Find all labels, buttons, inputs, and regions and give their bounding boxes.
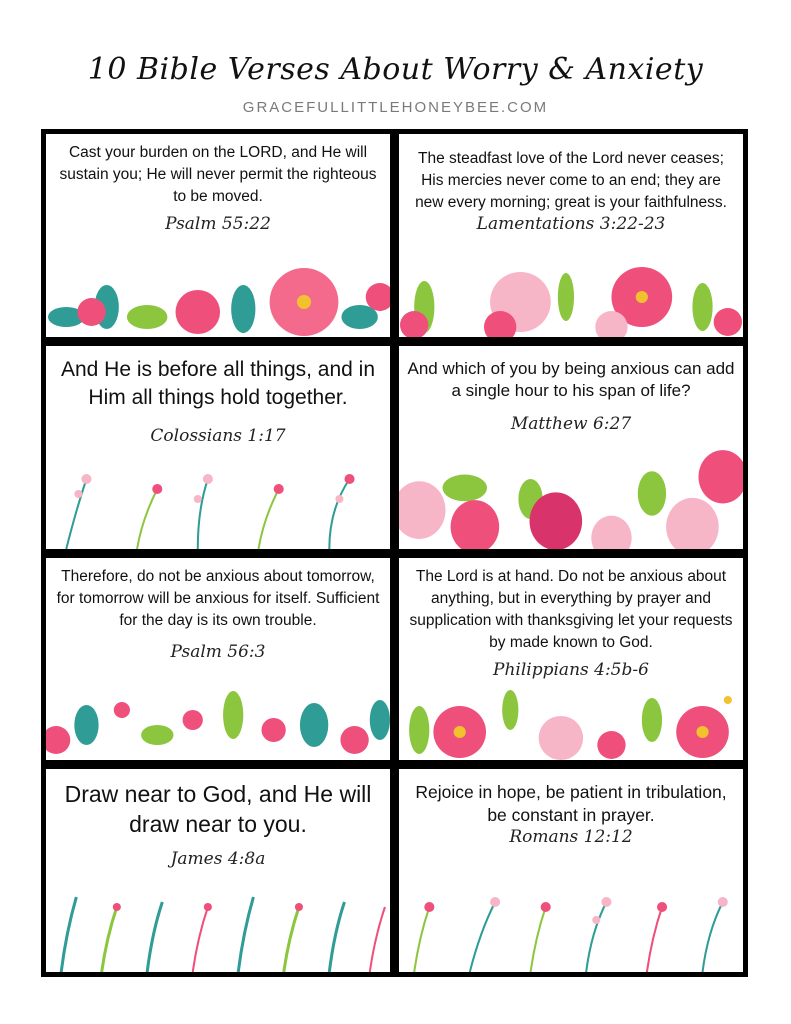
- verse-text: Draw near to God, and He will draw near to you.: [64, 781, 372, 838]
- verse-card: [46, 346, 390, 549]
- verse-reference: Philippians 4:5b-6: [493, 659, 649, 680]
- floral-border-decoration: [399, 670, 743, 760]
- verse-text: The steadfast love of the Lord never ceases; His mercies never come to an end; they are new every morning; great is your faithfulness.: [415, 150, 727, 211]
- verse-reference: Colossians 1:17: [150, 425, 286, 446]
- verse-card: [399, 558, 743, 761]
- verse-text: And He is before all things, and in Him all things hold together.: [60, 357, 376, 409]
- verse-card: [399, 134, 743, 337]
- floral-border-decoration: [46, 459, 390, 549]
- verse-text: Rejoice in hope, be patient in tribulation, be constant in prayer.: [415, 782, 727, 826]
- verse-text: The Lord is at hand. Do not be anxious about anything, but in everything by prayer and supplication with thanksgiving let your requests by made known to God.: [409, 567, 733, 651]
- verse-card: [399, 769, 743, 972]
- floral-border-decoration: [46, 882, 390, 972]
- verse-text: And which of you by being anxious can add a single hour to his span of life?: [407, 358, 735, 400]
- verse-card: [399, 346, 743, 549]
- verse-reference: Romans 12:12: [509, 827, 633, 848]
- verse-reference: Psalm 56:3: [170, 641, 266, 662]
- floral-border-decoration: [399, 882, 743, 972]
- verse-reference: Psalm 55:22: [165, 214, 271, 234]
- verse-card: [46, 134, 390, 337]
- floral-border-decoration: [46, 247, 390, 337]
- verse-text: Therefore, do not be anxious about tomorrow, for tomorrow will be anxious for itself. Sufficient for the day is its own trouble.: [56, 567, 380, 629]
- floral-border-decoration: [399, 247, 743, 337]
- verse-card-grid: [41, 129, 748, 977]
- verse-card: [46, 769, 390, 972]
- verse-reference: Matthew 6:27: [510, 413, 632, 434]
- verse-text: Cast your burden on the LORD, and He will sustain you; He will never permit the righteous to be moved.: [59, 144, 377, 205]
- page-title: 10 Bible Verses About Worry & Anxiety: [87, 52, 704, 87]
- site-url: GRACEFULLITTLEHONEYBEE.COM: [242, 99, 549, 116]
- verse-reference: Lamentations 3:22-23: [476, 214, 666, 234]
- floral-border-decoration: [399, 449, 743, 549]
- verse-reference: James 4:8a: [170, 849, 266, 870]
- verse-card: [46, 558, 390, 761]
- floral-border-decoration: [46, 670, 390, 760]
